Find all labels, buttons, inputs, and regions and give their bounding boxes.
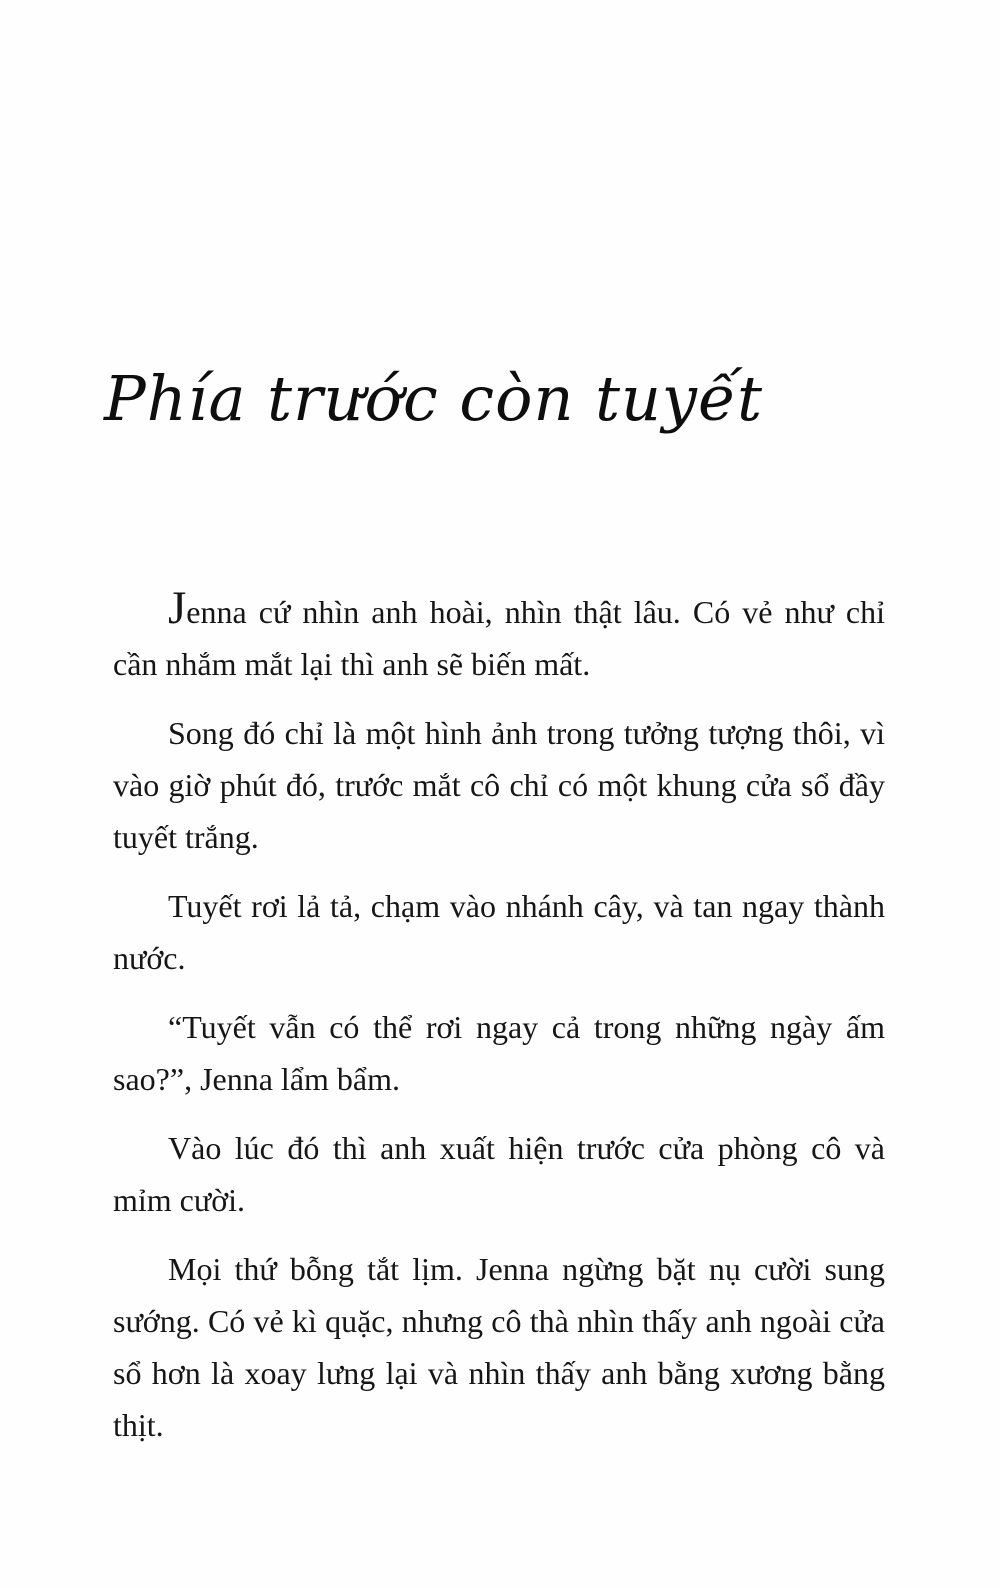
paragraph — [113, 582, 885, 690]
paragraph: Song đó chỉ là một hình ảnh trong tưởng tượng thôi, vì vào giờ phút đó, trước mắt cô chỉ có một khung cửa sổ đầy tuyết trắng. — [113, 715, 885, 855]
paragraph: “Tuyết vẫn có thể rơi ngay cả trong những ngày ấm sao?”, Jenna lẩm bẩm. — [113, 1009, 885, 1097]
body-text — [113, 582, 885, 1468]
paragraph: Mọi thứ bỗng tắt lịm. Jenna ngừng bặt nụ cười sung sướng. Có vẻ kì quặc, nhưng cô thà nhìn thấy anh ngoài cửa sổ hơn là xoay lưng lại và nhìn thấy anh bằng xương bằng thịt. — [113, 1251, 885, 1443]
drop-cap: J — [168, 582, 187, 634]
paragraph-text: enna cứ nhìn anh hoài, nhìn thật lâu. Có vẻ như chỉ cần nhắm mắt lại thì anh sẽ biến mất. — [113, 594, 885, 682]
paragraph: Vào lúc đó thì anh xuất hiện trước cửa phòng cô và mỉm cười. — [113, 1130, 885, 1218]
chapter-title: Phía trước còn tuyết — [104, 362, 764, 435]
paragraph: Tuyết rơi lả tả, chạm vào nhánh cây, và tan ngay thành nước. — [113, 888, 885, 976]
